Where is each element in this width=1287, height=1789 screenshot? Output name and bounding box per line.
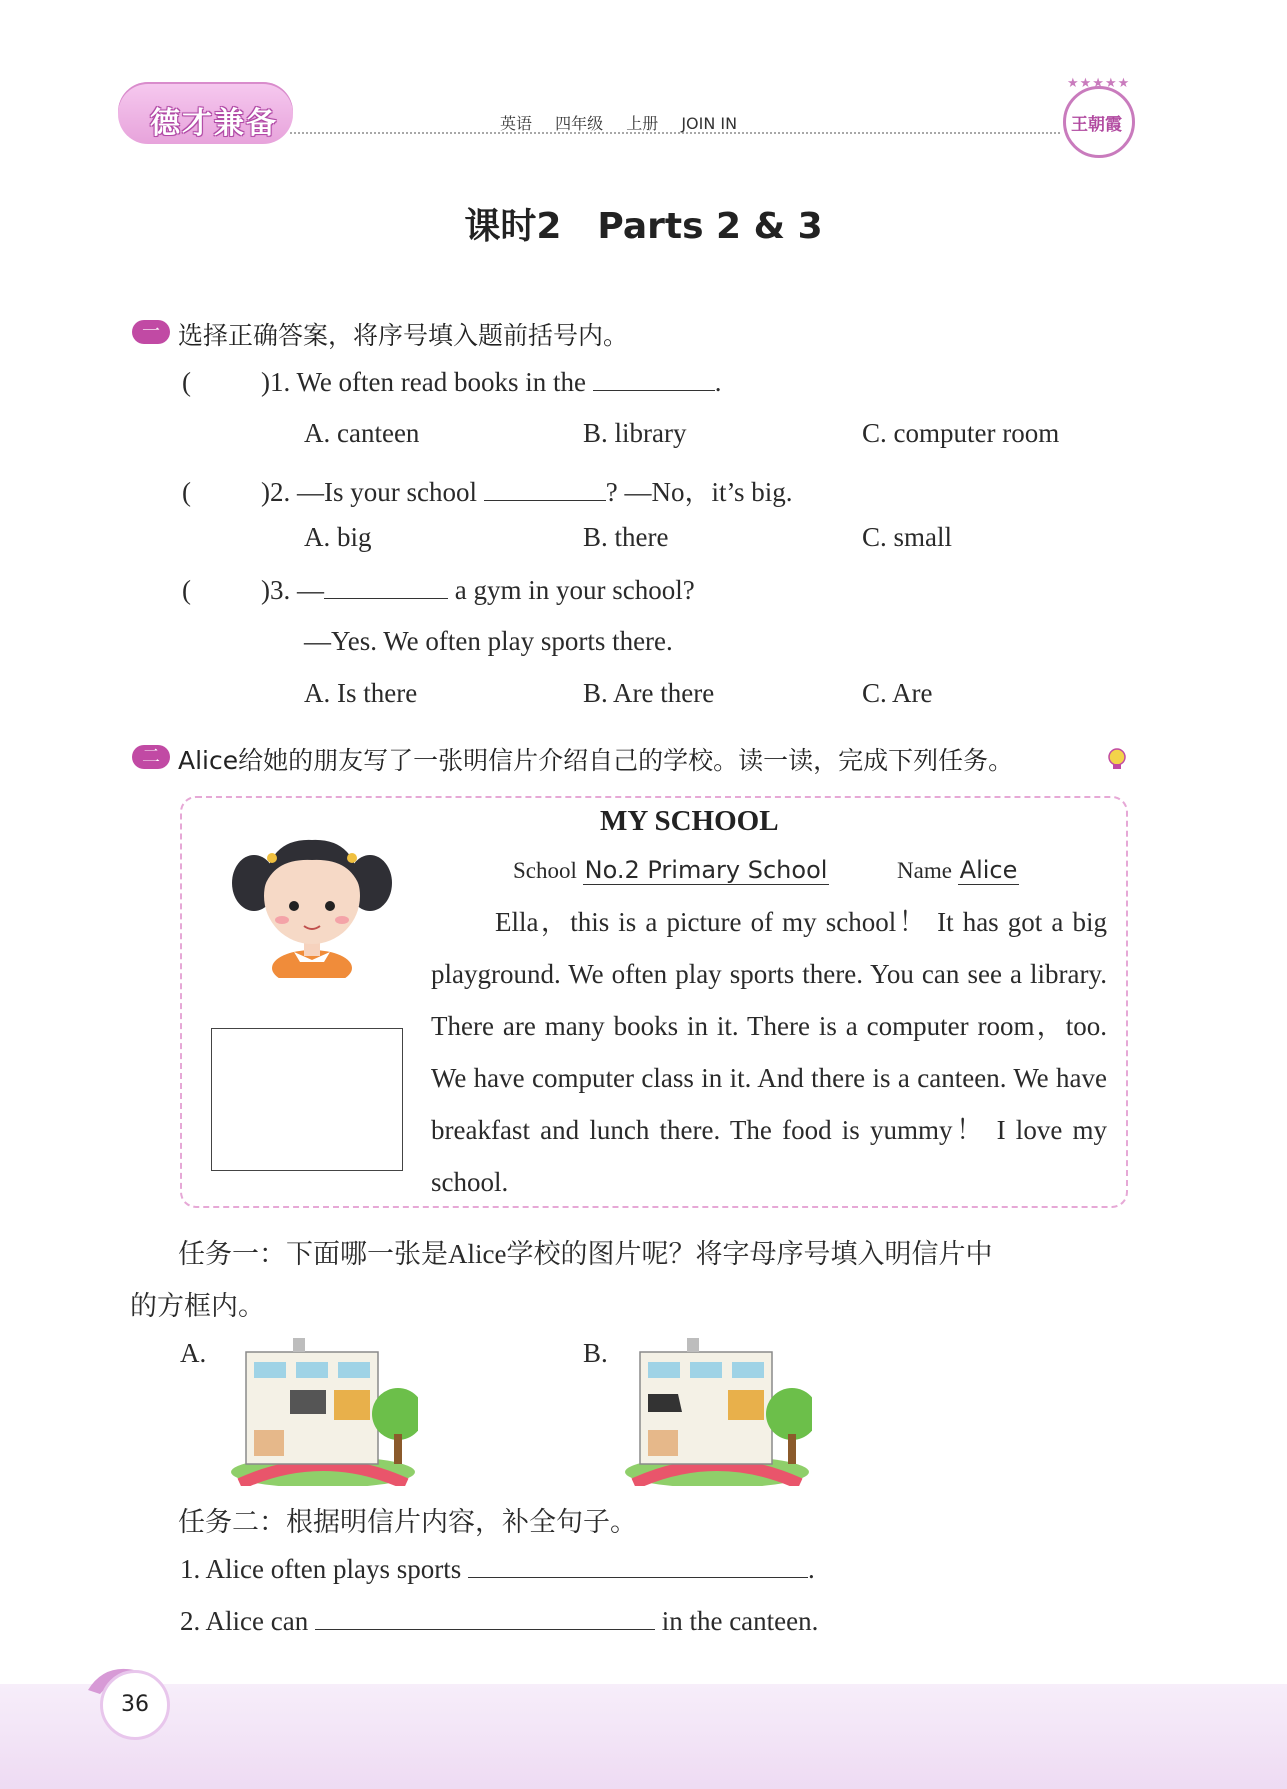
- school-picture-b[interactable]: [622, 1334, 812, 1486]
- option: B. library: [583, 418, 687, 448]
- footer-band: [0, 1684, 1287, 1789]
- grade: 四年级: [555, 114, 604, 133]
- header-info: [500, 111, 755, 134]
- section-title: 选择正确答案，将序号填入题前括号内。: [178, 321, 629, 350]
- task1-line2: 的方框内。: [130, 1291, 265, 1321]
- option: B. Are there: [583, 678, 715, 708]
- answer-paren: (: [182, 575, 191, 605]
- option: A. Is there: [304, 678, 418, 708]
- option-b-label: B.: [583, 1338, 608, 1368]
- option: A. canteen: [304, 418, 420, 448]
- fill-blank[interactable]: [593, 366, 715, 391]
- fill-blank[interactable]: [324, 574, 448, 599]
- task2-title: 任务二：根据明信片内容，补全句子。: [178, 1507, 637, 1537]
- lesson-title: 课时2 Parts 2 & 3: [464, 206, 823, 247]
- girl-illustration: [232, 828, 392, 978]
- option: C. Are: [862, 678, 933, 708]
- name-value: Alice: [959, 856, 1018, 884]
- brand-logo: 德才兼备: [150, 106, 278, 141]
- option: C. computer room: [862, 418, 1060, 448]
- postcard-paragraph: Ella，this is a picture of my school！ It has got a big playground. We often play sports there. You can see a library. There are many books in it. There is a computer room，too. We have computer class in it. And there is a canteen. We have breakfast and lunch there. The food is yummy！ I love my school.: [431, 907, 1107, 1197]
- option-a-label: A.: [180, 1338, 207, 1368]
- fill-blank[interactable]: [484, 476, 606, 501]
- answer-box[interactable]: [211, 1028, 403, 1171]
- school-value: No.2 Primary School: [584, 856, 828, 884]
- section-marker: 一: [132, 320, 170, 344]
- star-icon: ★★★★★: [1067, 76, 1131, 91]
- section-marker: 二: [132, 745, 170, 769]
- page-number: 36: [100, 1670, 170, 1740]
- answer-paren: (: [182, 367, 191, 397]
- fill-blank[interactable]: [468, 1553, 808, 1578]
- school-field: School No.2 Primary School: [513, 856, 828, 884]
- subject: 英语: [500, 114, 533, 133]
- lightbulb-icon: [1105, 746, 1129, 772]
- task2-sentence-2: 2. Alice can in the canteen.: [180, 1606, 819, 1636]
- option: C. small: [862, 522, 953, 552]
- school-picture-a[interactable]: [228, 1334, 418, 1486]
- question-1: ( )1. We often read books in the .: [182, 367, 722, 397]
- volume: 上册: [626, 114, 659, 133]
- question-3-reply: —Yes. We often play sports there.: [304, 626, 673, 656]
- edition: JOIN IN: [681, 114, 738, 133]
- option: A. big: [304, 522, 372, 552]
- section-title: Alice给她的朋友写了一张明信片介绍自己的学校。读一读，完成下列任务。: [178, 746, 1014, 775]
- task1-line1: 任务一：下面哪一张是Alice学校的图片呢？将字母序号填入明信片中: [178, 1239, 993, 1269]
- answer-paren: (: [182, 477, 191, 507]
- question-3: ( )3. — a gym in your school?: [182, 575, 695, 605]
- task2-sentence-1: 1. Alice often plays sports .: [180, 1554, 815, 1584]
- question-2: ( )2. —Is your school ? —No，it’s big.: [182, 477, 793, 507]
- fill-blank[interactable]: [315, 1605, 655, 1630]
- seal-text: 王朝霞: [1071, 115, 1122, 134]
- card-heading: MY SCHOOL: [600, 805, 779, 837]
- name-field: Name Alice: [897, 856, 1018, 884]
- option: B. there: [583, 522, 669, 552]
